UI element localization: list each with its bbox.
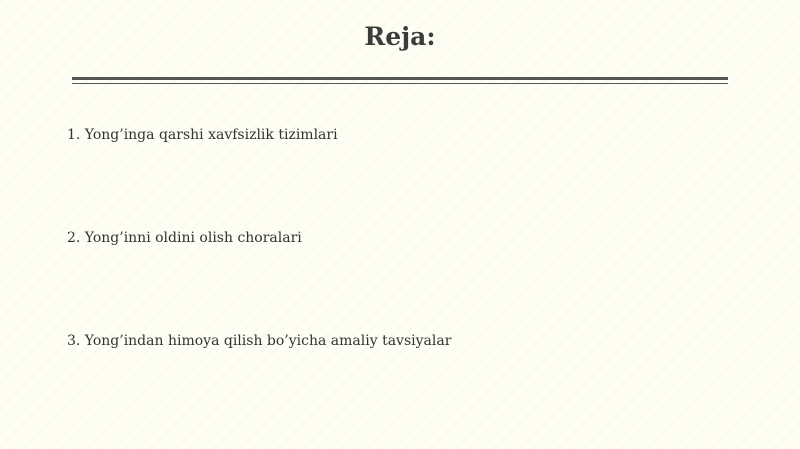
plan-item-3: 3. Yong’indan himoya qilish bo’yicha amaliy tavsiyalar bbox=[67, 333, 452, 349]
plan-item-2: 2. Yong’inni oldini olish choralari bbox=[67, 230, 302, 246]
plan-item-1: 1. Yong’inga qarshi xavfsizlik tizimlari bbox=[67, 127, 338, 143]
slide-title: Reja: bbox=[364, 22, 436, 51]
title-divider-thin bbox=[72, 83, 728, 84]
title-divider-thick bbox=[72, 77, 728, 80]
